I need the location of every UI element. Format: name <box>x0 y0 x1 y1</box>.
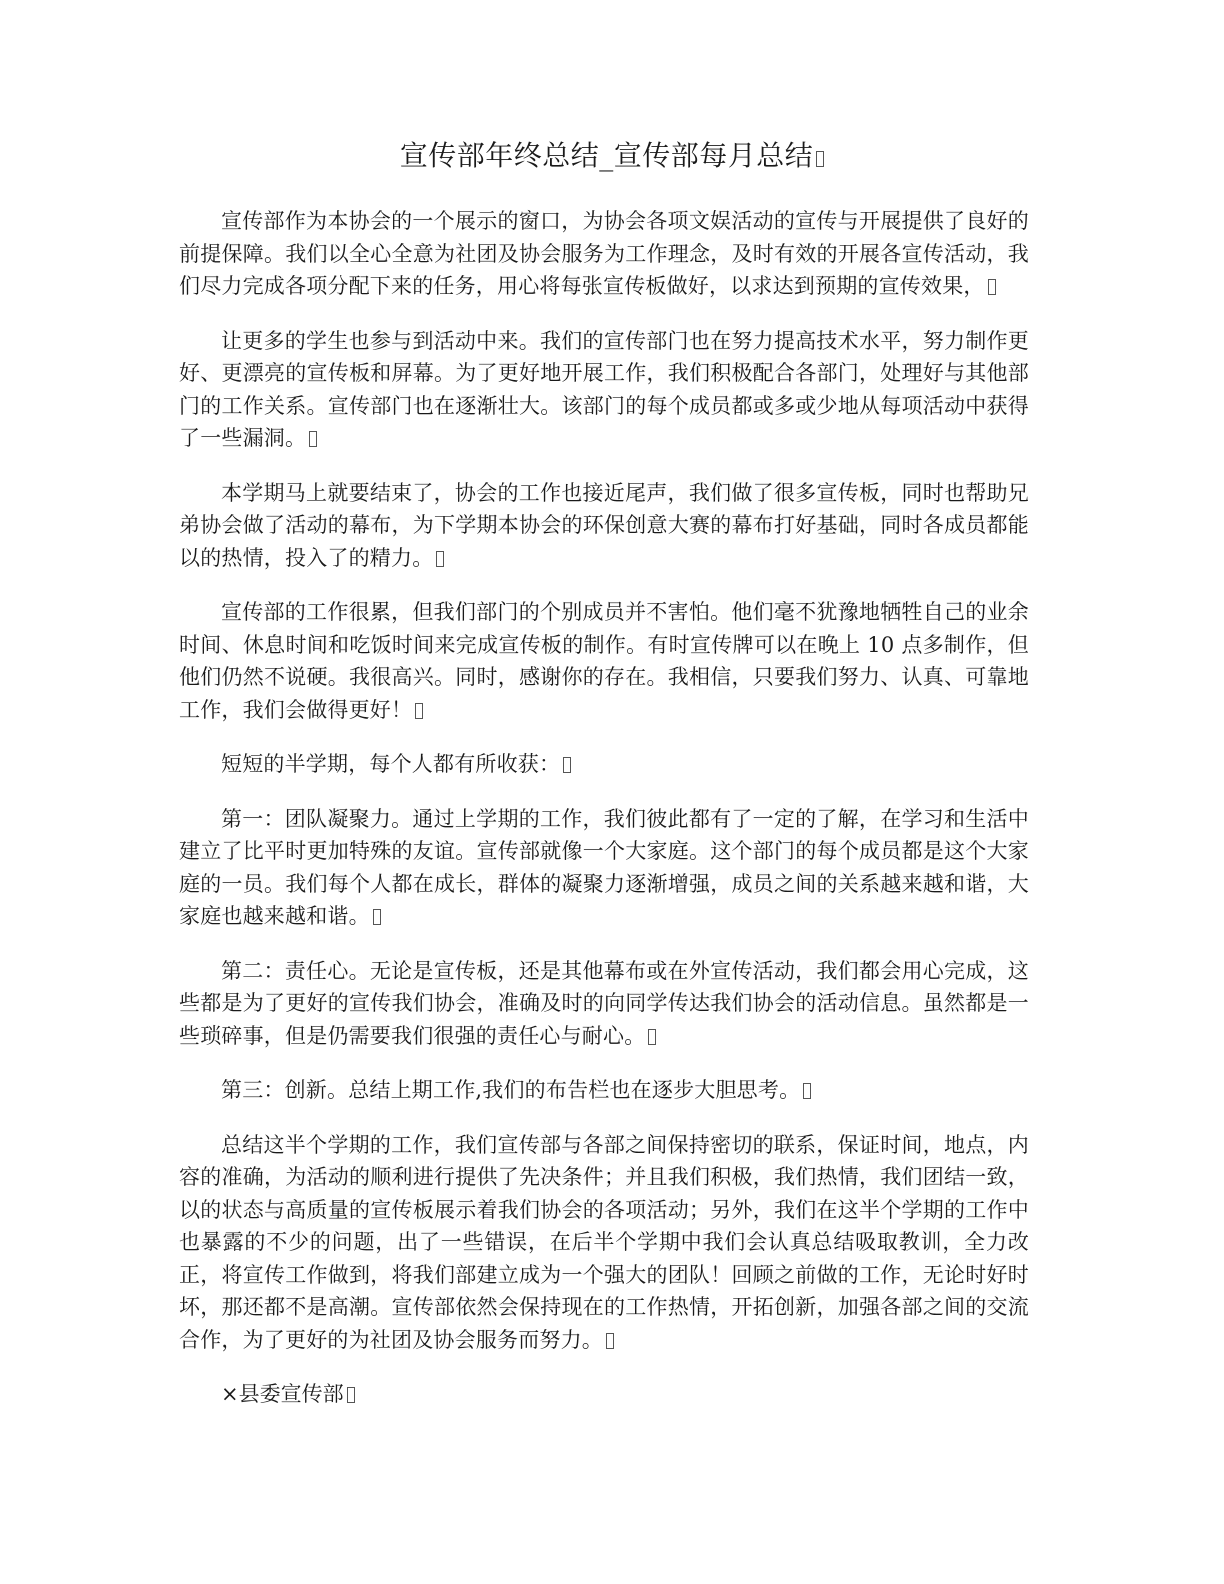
paragraph-mark-icon <box>347 1387 355 1403</box>
document-title <box>0 138 1224 174</box>
paragraph-mark-icon <box>309 431 317 447</box>
paragraph-mark-icon <box>373 909 381 925</box>
signature <box>179 1378 1029 1411</box>
paragraph-mark-icon <box>988 279 996 295</box>
paragraph-3 <box>179 477 1029 575</box>
document-body <box>179 205 1029 1411</box>
paragraph-5 <box>179 748 1029 781</box>
paragraph-mark-icon <box>648 1029 656 1045</box>
paragraph-text: 宣传部作为本协会的一个展示的窗口，为协会各项文娱活动的宣传与开展提供了良好的前提保障。我们以全心全意为社团及协会服务为工作理念，及时有效的开展各宣传活动，我们尽力完成各项分配下来的任务，用心将每张宣传板做好，以求达到预期的宣传效果， <box>179 209 1029 298</box>
paragraph-text: 本学期马上就要结束了，协会的工作也接近尾声，我们做了很多宣传板，同时也帮助兄弟协会做了活动的幕布，为下学期本协会的环保创意大赛的幕布打好基础，同时各成员都能以的热情，投入了的精力。 <box>179 480 1029 570</box>
signature-text: ×县委宣传部 <box>221 1382 344 1406</box>
paragraph-mark-icon <box>436 551 444 567</box>
paragraph-text: 让更多的学生也参与到活动中来。我们的宣传部门也在努力提高技术水平，努力制作更好、更漂亮的宣传板和屏幕。为了更好地开展工作，我们积极配合各部门，处理好与其他部门的工作关系。宣传部门也在逐渐壮大。该部门的每个成员都或多或少地从每项活动中获得了一些漏洞。 <box>179 328 1029 450</box>
paragraph-9 <box>179 1129 1029 1357</box>
paragraph-mark-icon <box>415 703 423 719</box>
paragraph-6 <box>179 803 1029 933</box>
paragraph-mark-icon <box>816 151 824 167</box>
paragraph-text: 宣传部的工作很累，但我们部门的个别成员并不害怕。他们毫不犹豫地牺牲自己的业余时间、休息时间和吃饭时间来完成宣传板的制作。有时宣传牌可以在晚上 10 点多制作，但他们仍然不说硬。我很高兴。同时，感谢你的存在。我相信，只要我们努力、认真、可靠地工作，我们会做得更好！ <box>179 600 1029 722</box>
paragraph-mark-icon <box>606 1333 614 1349</box>
paragraph-mark-icon <box>803 1083 811 1099</box>
paragraph-4 <box>179 596 1029 726</box>
paragraph-mark-icon <box>563 757 571 773</box>
title-text: 宣传部年终总结_宣传部每月总结 <box>399 139 814 172</box>
paragraph-text: 总结这半个学期的工作，我们宣传部与各部之间保持密切的联系，保证时间，地点，内容的准确，为活动的顺利进行提供了先决条件；并且我们积极，我们热情，我们团结一致，以的状态与高质量的宣传板展示着我们协会的各项活动；另外，我们在这半个学期的工作中也暴露的不少的问题，出了一些错误，在后半个学期中我们会认真总结吸取教训，全力改正，将宣传工作做到，将我们部建立成为一个强大的团队！回顾之前做的工作，无论时好时坏，那还都不是高潮。宣传部依然会保持现在的工作热情，开拓创新，加强各部之间的交流合作，为了更好的为社团及协会服务而努力。 <box>179 1132 1029 1352</box>
paragraph-text: 短短的半学期，每个人都有所收获： <box>221 752 561 776</box>
paragraph-2 <box>179 325 1029 455</box>
paragraph-text: 第一：团队凝聚力。通过上学期的工作，我们彼此都有了一定的了解，在学习和生活中建立了比平时更加特殊的友谊。宣传部就像一个大家庭。这个部门的每个成员都是这个大家庭的一员。我们每个人都在成长，群体的凝聚力逐渐增强，成员之间的关系越来越和谐，大家庭也越来越和谐。 <box>179 806 1029 928</box>
paragraph-text: 第三：创新。总结上期工作,我们的布告栏也在逐步大胆思考。 <box>221 1078 801 1102</box>
paragraph-1 <box>179 205 1029 303</box>
paragraph-text: 第二：责任心。无论是宣传板，还是其他幕布或在外宣传活动，我们都会用心完成，这些都是为了更好的宣传我们协会，准确及时的向同学传达我们协会的活动信息。虽然都是一些琐碎事，但是仍需要我们很强的责任心与耐心。 <box>179 958 1029 1048</box>
paragraph-8 <box>179 1074 1029 1107</box>
paragraph-7 <box>179 955 1029 1053</box>
